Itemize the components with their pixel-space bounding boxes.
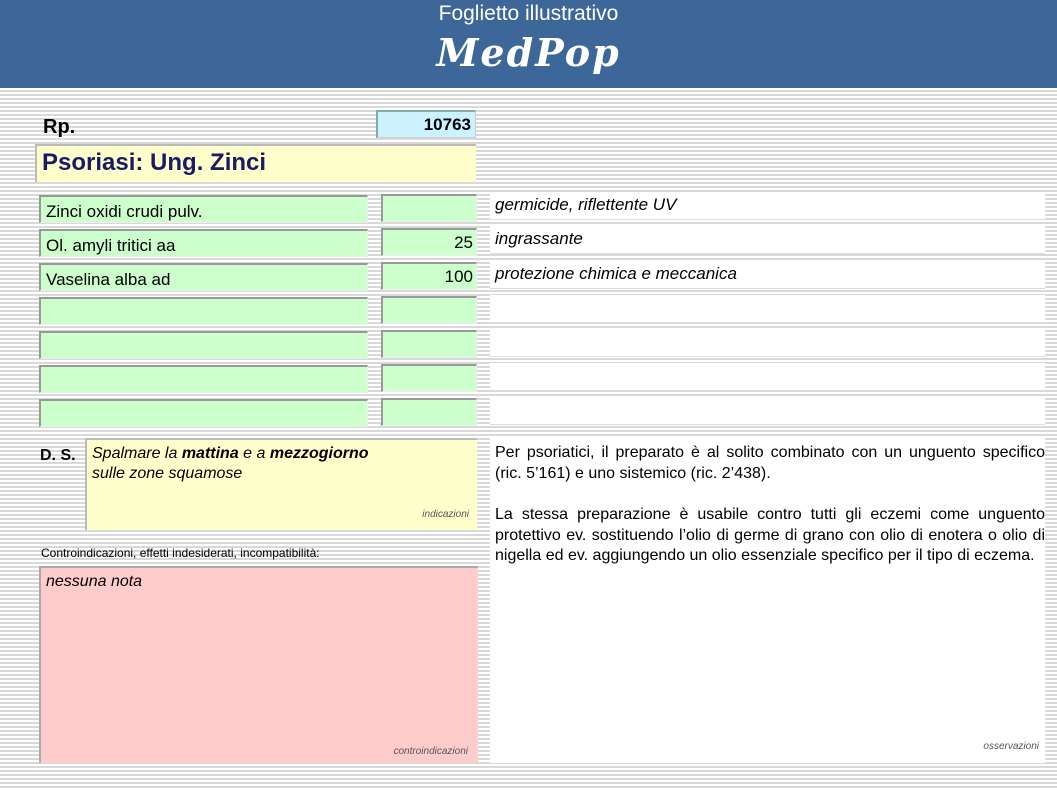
ingredient-note-field[interactable] <box>490 295 1045 323</box>
ingredient-qty-field[interactable]: 25 <box>381 228 477 256</box>
ingredient-name-field[interactable]: Ol. amyli tritici aa <box>39 229 368 257</box>
ingredient-qty-field[interactable] <box>381 364 477 392</box>
brand-logo: MedPop <box>436 30 621 75</box>
ingredient-name-field[interactable]: Vaselina alba ad <box>39 263 368 291</box>
ingredient-name-field[interactable] <box>39 399 368 427</box>
ingredient-note-field[interactable]: ingrassante <box>490 226 1045 254</box>
ingredient-qty-field[interactable] <box>381 296 477 324</box>
ingredient-qty-field[interactable] <box>381 398 477 426</box>
observations-caption: osservazioni <box>983 740 1039 752</box>
ingredient-qty-field[interactable]: 100 <box>381 262 477 290</box>
observation-paragraph: La stessa preparazione è usabile contro tutti gli eczemi come unguento protettivo ev. sostituendo l’olio di germe di grano con olio di enotera o olio di nigella ed ev. aggiungendo un olio essenziale specifico per il tipo di eczema. <box>495 506 1045 564</box>
recipe-number-field[interactable]: 10763 <box>376 110 476 138</box>
ingredient-name-field[interactable] <box>39 297 368 325</box>
ingredient-note-field[interactable] <box>490 329 1045 357</box>
ingredient-note-field[interactable]: protezione chimica e meccanica <box>490 261 1045 289</box>
contraindications-caption: controindicazioni <box>393 746 468 757</box>
app-header <box>0 0 1057 88</box>
ingredient-name-field[interactable] <box>39 365 368 393</box>
indications-field[interactable] <box>85 438 477 530</box>
header-subtitle: Foglietto illustrativo <box>438 2 619 25</box>
ds-text-bold: mattina <box>181 445 239 462</box>
rp-label: Rp. <box>43 116 76 138</box>
observations-field[interactable] <box>490 438 1045 763</box>
ds-label: D. S. <box>40 447 76 464</box>
contraindications-field[interactable] <box>39 566 478 763</box>
ingredient-qty-field[interactable] <box>381 330 477 358</box>
observation-paragraph: Per psoriatici, il preparato è al solito combinato con un unguento specifico (ric. 5’161) e uno sistemico (ric. 2’438). <box>495 444 1045 482</box>
ds-text: e a <box>238 445 270 462</box>
ingredient-note-field[interactable]: germicide, riflettente UV <box>490 192 1045 220</box>
ingredient-note-field[interactable] <box>490 363 1045 391</box>
ingredient-name-field[interactable]: Zinci oxidi crudi pulv. <box>39 195 368 223</box>
ingredient-qty-field[interactable] <box>381 194 477 222</box>
ds-text: Spalmare la <box>92 445 182 462</box>
ingredient-note-field[interactable] <box>490 397 1045 425</box>
contraindications-label: Controindicazioni, effetti indesiderati, incompatibilità: <box>41 546 320 560</box>
ds-text: sulle zone squamose <box>92 465 243 482</box>
indications-caption: indicazioni <box>422 509 469 520</box>
contraindications-text: nessuna nota <box>46 573 143 590</box>
ds-text-bold: mezzogiorno <box>269 445 369 462</box>
ingredient-name-field[interactable] <box>39 331 368 359</box>
recipe-title-field[interactable]: Psoriasi: Ung. Zinci <box>35 144 476 182</box>
